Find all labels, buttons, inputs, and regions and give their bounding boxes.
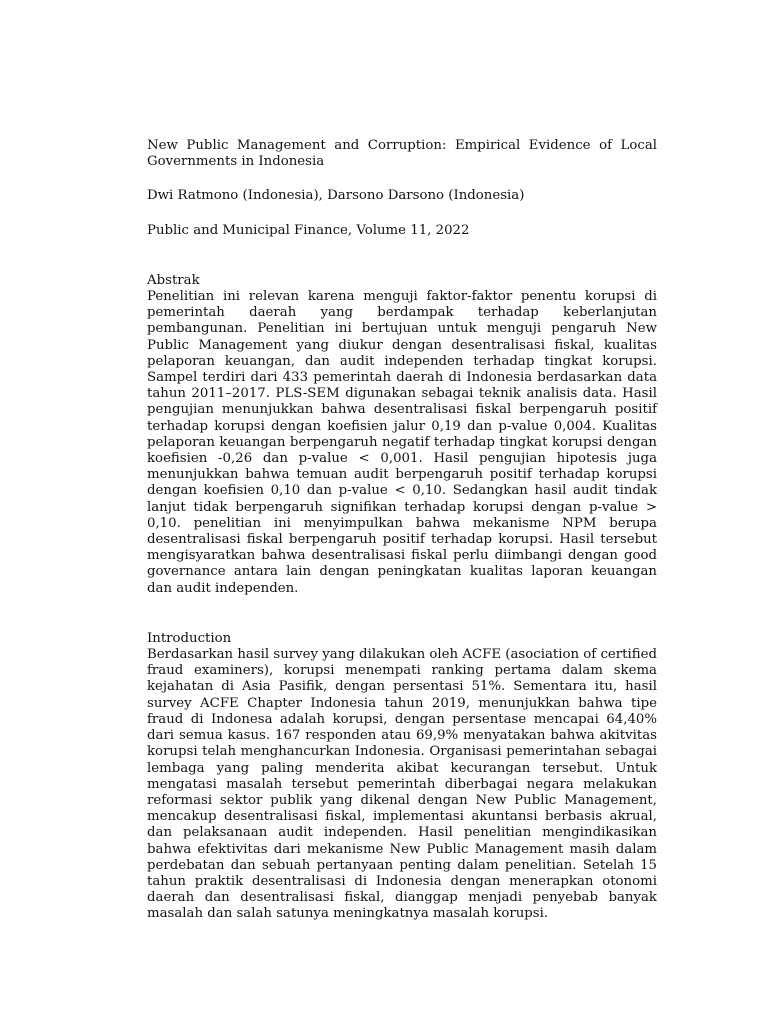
document-page — [147, 138, 657, 923]
abstract-heading: Abstrak — [147, 272, 200, 288]
introduction-text: Berdasarkan hasil survey yang dilakukan oleh ACFE (asociation of certified fraud examiners), korupsi menempati ranking pertama dalam skema kejahatan di Asia Pasifik, dengan persentasi 51%. Sementara itu, hasil survey ACFE Chapter Indonesia tahun 2019, menunjukkan bahwa tipe fraud di Indonesa adalah korupsi, dengan persentase mencapai 64,40% dari semua kasus. 167 responden atau 69,9% menyatakan bahwa akitvitas korupsi telah menghancurkan Indonesia. Organisasi pemerintahan sebagai lembaga yang paling menderita akibat kecurangan tersebut. Untuk mengatasi masalah tersebut pemerintah diberbagai negara melakukan reformasi sektor publik yang dikenal dengan New Public Management, mencakup desentralisasi fiskal, implementasi akuntansi berbasis akrual, dan pelaksanaan audit independen. Hasil penelitian mengindikasikan bahwa efektivitas dari mekanisme New Public Management masih dalam perdebatan dan sebuah pertanyaan penting dalam penelitian. Setelah 15 tahun praktik desentralisasi di Indonesia dengan menerapkan otonomi daerah dan desentralisasi fiskal, dianggap menjadi penyebab banyak masalah dan salah satunya meningkatnya masalah korupsi. — [147, 647, 657, 922]
paper-title: New Public Management and Corruption: Empirical Evidence of Local Governments in Indonesia — [147, 138, 657, 170]
paper-authors: Dwi Ratmono (Indonesia), Darsono Darsono (Indonesia) — [147, 188, 525, 204]
introduction-heading: Introduction — [147, 630, 232, 646]
abstract-text: Penelitian ini relevan karena menguji faktor-faktor penentu korupsi di pemerintah daerah yang berdampak terhadap keberlanjutan pembangunan. Penelitian ini bertujuan untuk menguji pengaruh New Public Management yang diukur dengan desentralisasi fiskal, kualitas pelaporan keuangan, dan audit independen terhadap tingkat korupsi. Sampel terdiri dari 433 pemerintah daerah di Indonesia berdasarkan data tahun 2011–2017. PLS-SEM digunakan sebagai teknik analisis data. Hasil pengujian menunjukkan bahwa desentralisasi fiskal berpengaruh positif terhadap korupsi dengan koefisien jalur 0,19 dan p-value 0,004. Kualitas pelaporan keuangan berpengaruh negatif terhadap tingkat korupsi dengan koefisien -0,26 dan p-value < 0,001. Hasil pengujian hipotesis juga menunjukkan bahwa temuan audit berpengaruh positif terhadap korupsi dengan koefisien 0,10 dan p-value < 0,10. Sedangkan hasil audit tindak lanjut tidak berpengaruh signifikan terhadap korupsi dengan p-value > 0,10. penelitian ini menyimpulkan bahwa mekanisme NPM berupa desentralisasi fiskal berpengaruh positif terhadap korupsi. Hasil tersebut mengisyaratkan bahwa desentralisasi fiskal perlu diimbangi dengan good governance antara lain dengan peningkatan kualitas laporan keuangan dan audit independen. — [147, 289, 657, 596]
journal-citation: Public and Municipal Finance, Volume 11, 2022 — [147, 222, 470, 238]
